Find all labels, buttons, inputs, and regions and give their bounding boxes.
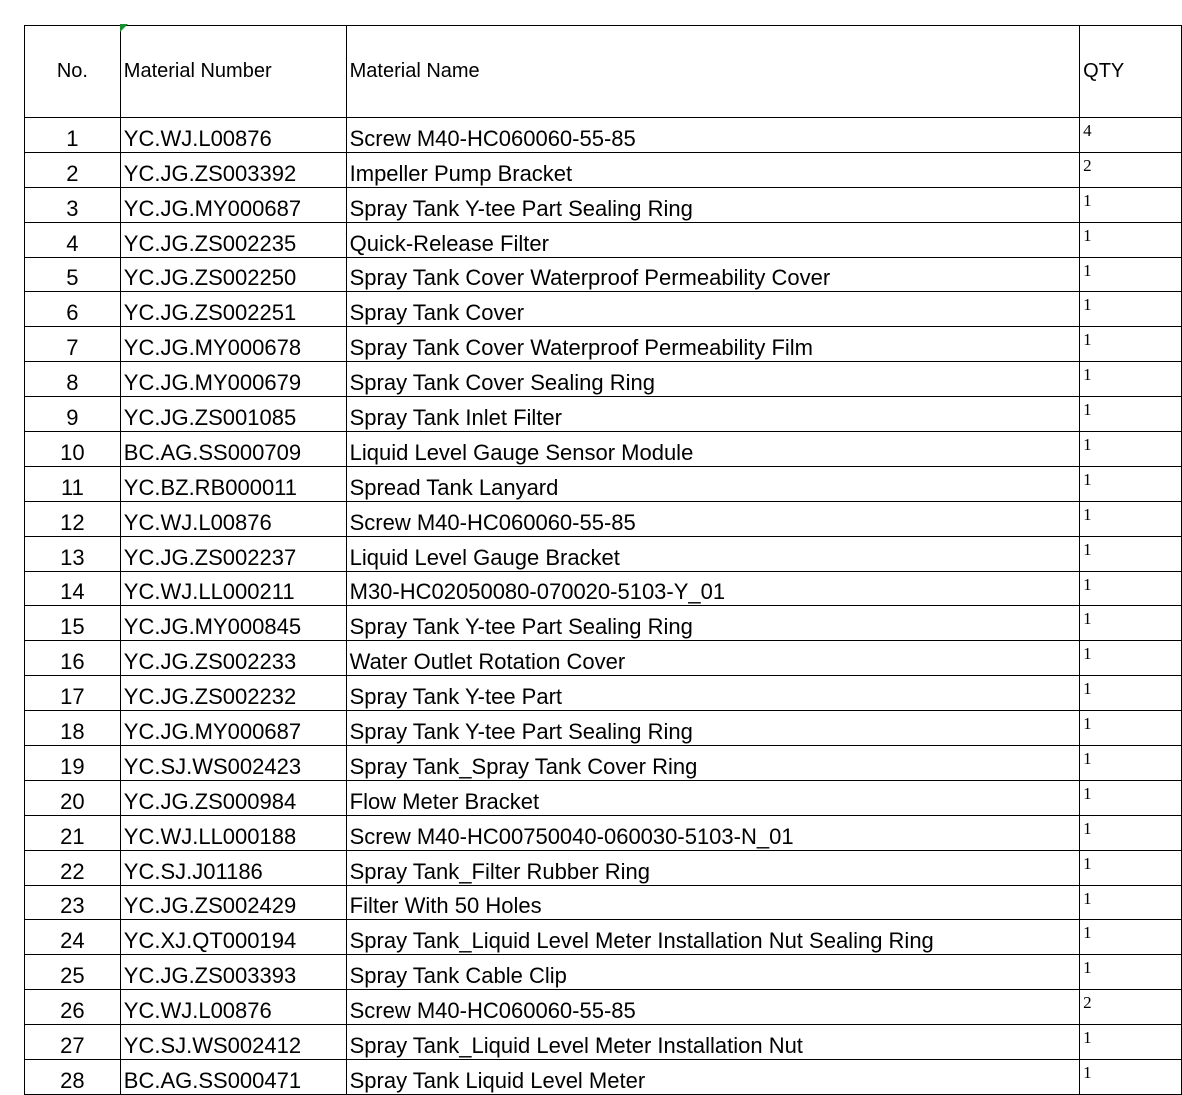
header-material-name[interactable]: Material Name: [346, 26, 1080, 118]
table-row: [25, 397, 1182, 432]
table-row: [25, 1060, 1182, 1095]
cell-no[interactable]: 9: [25, 397, 121, 432]
cell-no[interactable]: 5: [25, 257, 121, 292]
cell-material-number[interactable]: YC.JG.ZS002237: [120, 536, 346, 571]
cell-qty[interactable]: 1: [1080, 466, 1182, 501]
cell-no[interactable]: 25: [25, 955, 121, 990]
table-row: [25, 432, 1182, 467]
cell-no[interactable]: 18: [25, 711, 121, 746]
cell-material-name[interactable]: Spray Tank_Liquid Level Meter Installation Nut Sealing Ring: [346, 920, 1080, 955]
cell-material-number[interactable]: YC.JG.MY000687: [120, 187, 346, 222]
cell-no[interactable]: 19: [25, 746, 121, 781]
cell-no[interactable]: 1: [25, 118, 121, 153]
cell-no[interactable]: 13: [25, 536, 121, 571]
cell-material-number[interactable]: YC.WJ.L00876: [120, 990, 346, 1025]
cell-material-number[interactable]: YC.JG.ZS002250: [120, 257, 346, 292]
cell-material-name[interactable]: Liquid Level Gauge Bracket: [346, 536, 1080, 571]
cell-material-number[interactable]: YC.JG.MY000845: [120, 606, 346, 641]
cell-no[interactable]: 4: [25, 222, 121, 257]
cell-material-number[interactable]: YC.JG.ZS000984: [120, 780, 346, 815]
cell-material-name[interactable]: Spread Tank Lanyard: [346, 466, 1080, 501]
table-row: [25, 1025, 1182, 1060]
table-row: [25, 536, 1182, 571]
cell-material-name[interactable]: Spray Tank Y-tee Part: [346, 676, 1080, 711]
table-row: [25, 327, 1182, 362]
cell-material-number[interactable]: YC.BZ.RB000011: [120, 466, 346, 501]
cell-qty[interactable]: 1: [1080, 257, 1182, 292]
cell-material-number[interactable]: BC.AG.SS000709: [120, 432, 346, 467]
cell-material-name[interactable]: Spray Tank_Filter Rubber Ring: [346, 850, 1080, 885]
table-row: [25, 711, 1182, 746]
table-row: [25, 118, 1182, 153]
cell-no[interactable]: 10: [25, 432, 121, 467]
cell-qty[interactable]: 1: [1080, 292, 1182, 327]
cell-qty[interactable]: 1: [1080, 885, 1182, 920]
bom-sheet: [24, 25, 1182, 1095]
cell-material-name[interactable]: Spray Tank Inlet Filter: [346, 397, 1080, 432]
cell-material-name[interactable]: Screw M40-HC060060-55-85: [346, 118, 1080, 153]
cell-qty[interactable]: 1: [1080, 676, 1182, 711]
cell-material-number[interactable]: BC.AG.SS000471: [120, 1060, 346, 1095]
cell-qty[interactable]: 1: [1080, 501, 1182, 536]
cell-no[interactable]: 2: [25, 152, 121, 187]
cell-qty[interactable]: 1: [1080, 641, 1182, 676]
cell-qty[interactable]: 1: [1080, 850, 1182, 885]
cell-comment-marker: [120, 24, 128, 32]
table-row: [25, 990, 1182, 1025]
table-row: [25, 152, 1182, 187]
table-row: [25, 920, 1182, 955]
cell-qty[interactable]: 1: [1080, 955, 1182, 990]
table-row: [25, 187, 1182, 222]
cell-material-name[interactable]: Flow Meter Bracket: [346, 780, 1080, 815]
cell-material-name[interactable]: Filter With 50 Holes: [346, 885, 1080, 920]
cell-no[interactable]: 11: [25, 466, 121, 501]
cell-no[interactable]: 22: [25, 850, 121, 885]
cell-qty[interactable]: 1: [1080, 606, 1182, 641]
table-row: [25, 257, 1182, 292]
cell-material-number[interactable]: YC.SJ.WS002412: [120, 1025, 346, 1060]
cell-material-number[interactable]: YC.SJ.WS002423: [120, 746, 346, 781]
cell-no[interactable]: 3: [25, 187, 121, 222]
cell-material-number[interactable]: YC.JG.ZS003393: [120, 955, 346, 990]
cell-qty[interactable]: 2: [1080, 990, 1182, 1025]
cell-material-name[interactable]: Spray Tank Cable Clip: [346, 955, 1080, 990]
table-row: [25, 885, 1182, 920]
cell-no[interactable]: 27: [25, 1025, 121, 1060]
cell-no[interactable]: 20: [25, 780, 121, 815]
cell-no[interactable]: 8: [25, 362, 121, 397]
cell-material-number[interactable]: YC.XJ.QT000194: [120, 920, 346, 955]
cell-material-name[interactable]: Spray Tank Cover Waterproof Permeability Film: [346, 327, 1080, 362]
cell-qty[interactable]: 2: [1080, 152, 1182, 187]
cell-material-number[interactable]: YC.WJ.LL000188: [120, 815, 346, 850]
cell-qty[interactable]: 1: [1080, 920, 1182, 955]
cell-material-name[interactable]: Liquid Level Gauge Sensor Module: [346, 432, 1080, 467]
cell-qty[interactable]: 1: [1080, 362, 1182, 397]
cell-material-number[interactable]: YC.JG.ZS002429: [120, 885, 346, 920]
cell-material-name[interactable]: Screw M40-HC060060-55-85: [346, 990, 1080, 1025]
cell-material-name[interactable]: M30-HC02050080-070020-5103-Y_01: [346, 571, 1080, 606]
table-row: [25, 955, 1182, 990]
cell-qty[interactable]: 1: [1080, 1060, 1182, 1095]
cell-qty[interactable]: 1: [1080, 746, 1182, 781]
cell-material-name[interactable]: Impeller Pump Bracket: [346, 152, 1080, 187]
cell-qty[interactable]: 1: [1080, 222, 1182, 257]
cell-qty[interactable]: 1: [1080, 187, 1182, 222]
table-row: [25, 466, 1182, 501]
cell-no[interactable]: 15: [25, 606, 121, 641]
cell-no[interactable]: 24: [25, 920, 121, 955]
cell-material-name[interactable]: Spray Tank_Spray Tank Cover Ring: [346, 746, 1080, 781]
cell-material-number[interactable]: YC.JG.MY000687: [120, 711, 346, 746]
table-row: [25, 850, 1182, 885]
bom-table: [24, 25, 1182, 1095]
table-row: [25, 222, 1182, 257]
cell-material-number[interactable]: YC.JG.ZS003392: [120, 152, 346, 187]
table-row: [25, 606, 1182, 641]
cell-material-number[interactable]: YC.SJ.J01186: [120, 850, 346, 885]
table-row: [25, 571, 1182, 606]
header-row: [25, 26, 1182, 118]
cell-material-number[interactable]: YC.JG.MY000679: [120, 362, 346, 397]
cell-no[interactable]: 6: [25, 292, 121, 327]
cell-no[interactable]: 26: [25, 990, 121, 1025]
cell-qty[interactable]: 4: [1080, 118, 1182, 153]
cell-material-name[interactable]: Quick-Release Filter: [346, 222, 1080, 257]
cell-no[interactable]: 12: [25, 501, 121, 536]
cell-material-name[interactable]: Spray Tank Cover Waterproof Permeability Cover: [346, 257, 1080, 292]
cell-qty[interactable]: 1: [1080, 571, 1182, 606]
cell-material-number[interactable]: YC.WJ.LL000211: [120, 571, 346, 606]
cell-material-name[interactable]: Spray Tank Y-tee Part Sealing Ring: [346, 711, 1080, 746]
cell-material-number[interactable]: YC.JG.ZS002232: [120, 676, 346, 711]
cell-no[interactable]: 17: [25, 676, 121, 711]
cell-material-name[interactable]: Spray Tank Liquid Level Meter: [346, 1060, 1080, 1095]
cell-qty[interactable]: 1: [1080, 536, 1182, 571]
cell-material-number[interactable]: YC.WJ.L00876: [120, 118, 346, 153]
bom-body: [25, 118, 1182, 1095]
table-row: [25, 815, 1182, 850]
cell-material-name[interactable]: Spray Tank Cover Sealing Ring: [346, 362, 1080, 397]
cell-no[interactable]: 21: [25, 815, 121, 850]
table-row: [25, 362, 1182, 397]
cell-qty[interactable]: 1: [1080, 1025, 1182, 1060]
table-row: [25, 641, 1182, 676]
table-row: [25, 676, 1182, 711]
cell-material-name[interactable]: Spray Tank Y-tee Part Sealing Ring: [346, 187, 1080, 222]
cell-material-name[interactable]: Spray Tank Y-tee Part Sealing Ring: [346, 606, 1080, 641]
cell-material-name[interactable]: Spray Tank Cover: [346, 292, 1080, 327]
cell-qty[interactable]: 1: [1080, 327, 1182, 362]
header-no[interactable]: No.: [25, 26, 121, 118]
cell-material-number[interactable]: YC.JG.ZS002233: [120, 641, 346, 676]
cell-material-number[interactable]: YC.JG.MY000678: [120, 327, 346, 362]
header-qty[interactable]: QTY: [1080, 26, 1182, 118]
cell-material-number[interactable]: YC.WJ.L00876: [120, 501, 346, 536]
cell-no[interactable]: 7: [25, 327, 121, 362]
cell-material-number[interactable]: YC.JG.ZS001085: [120, 397, 346, 432]
cell-no[interactable]: 28: [25, 1060, 121, 1095]
table-row: [25, 746, 1182, 781]
cell-qty[interactable]: 1: [1080, 397, 1182, 432]
cell-material-number[interactable]: YC.JG.ZS002235: [120, 222, 346, 257]
table-row: [25, 292, 1182, 327]
cell-no[interactable]: 16: [25, 641, 121, 676]
cell-material-name[interactable]: Spray Tank_Liquid Level Meter Installation Nut: [346, 1025, 1080, 1060]
cell-no[interactable]: 23: [25, 885, 121, 920]
table-row: [25, 780, 1182, 815]
cell-no[interactable]: 14: [25, 571, 121, 606]
table-row: [25, 501, 1182, 536]
cell-qty[interactable]: 1: [1080, 432, 1182, 467]
cell-material-name[interactable]: Water Outlet Rotation Cover: [346, 641, 1080, 676]
cell-material-name[interactable]: Screw M40-HC060060-55-85: [346, 501, 1080, 536]
cell-qty[interactable]: 1: [1080, 780, 1182, 815]
header-material-number[interactable]: Material Number: [120, 26, 346, 118]
cell-material-number[interactable]: YC.JG.ZS002251: [120, 292, 346, 327]
cell-material-name[interactable]: Screw M40-HC00750040-060030-5103-N_01: [346, 815, 1080, 850]
cell-qty[interactable]: 1: [1080, 815, 1182, 850]
cell-qty[interactable]: 1: [1080, 711, 1182, 746]
